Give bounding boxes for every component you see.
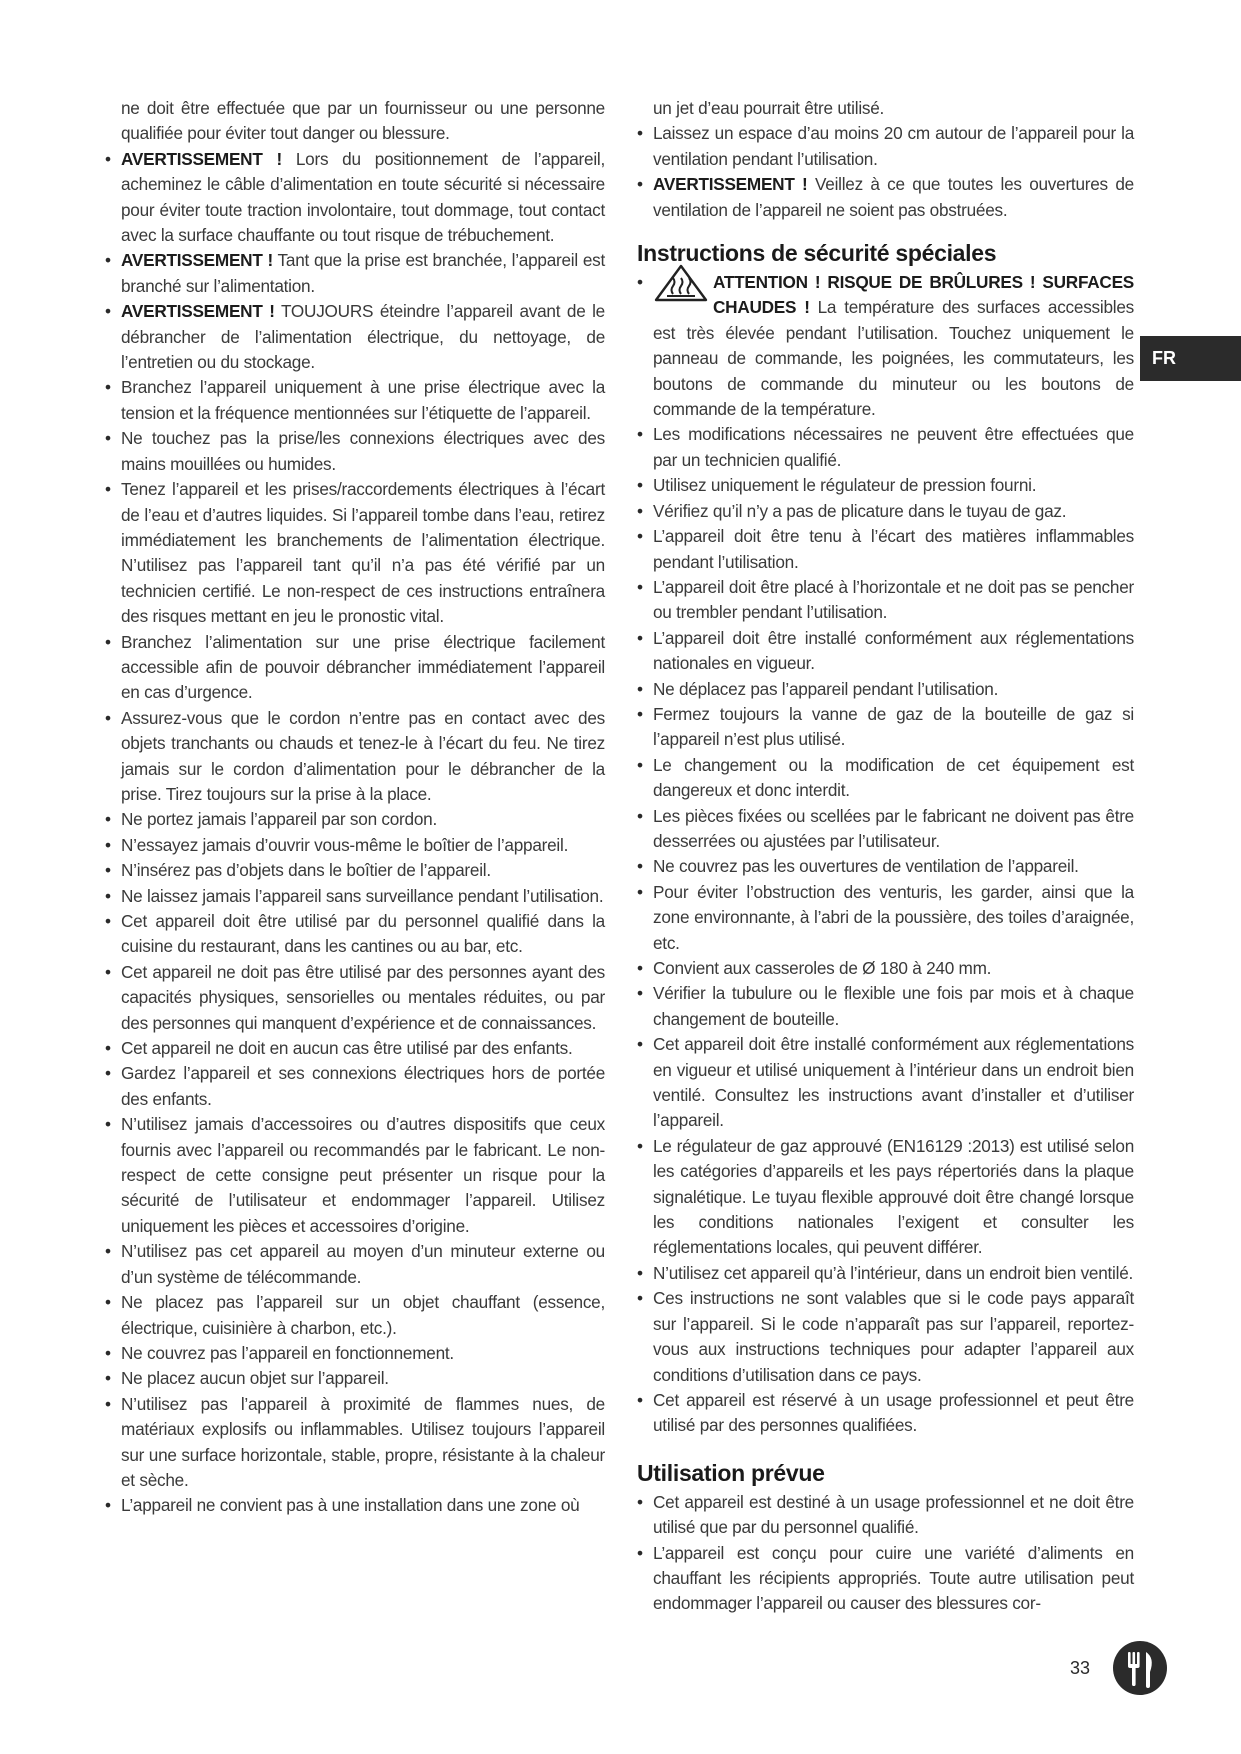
list-item xyxy=(105,706,605,808)
item-text: Le changement ou la modification de cet équipement est dangereux et donc interdit. xyxy=(653,754,1134,801)
warning-label: AVERTISSEMENT ! xyxy=(121,301,275,322)
list-item xyxy=(105,833,605,858)
item-text: Veillez à ce que toutes les ouvertures de ventilation de l’appareil ne soient pas obstruées. xyxy=(653,174,1134,220)
list-item xyxy=(637,626,1134,677)
hot-surface-text: La température des surfaces accessibles est très élevée pendant l’utilisation. Touchez uniquement le panneau de commande, les poignées, les commutateurs, les boutons de commande du minuteur ou les boutons de commande de la température. xyxy=(653,297,1134,420)
cutlery-logo-icon xyxy=(1112,1640,1168,1696)
warning-label: AVERTISSEMENT ! xyxy=(121,148,282,169)
list-item xyxy=(105,375,605,426)
item-text: Ne placez aucun objet sur l’appareil. xyxy=(121,1368,389,1389)
item-text: Cet appareil ne doit pas être utilisé par des personnes ayant des capacités physiques, sensorielles ou mentales réduites, ou par des personnes qui manquent d’expérience et de connaissances. xyxy=(121,961,605,1033)
item-text: Cet appareil ne doit en aucun cas être utilisé par des enfants. xyxy=(121,1038,573,1059)
item-text: N’essayez jamais d’ouvrir vous-même le boîtier de l’appareil. xyxy=(121,834,569,855)
hot-surface-icon xyxy=(653,264,709,302)
list-item xyxy=(105,299,605,375)
list-item xyxy=(105,477,605,629)
intended-use-list xyxy=(637,1490,1134,1617)
item-text: L’appareil doit être placé à l’horizontale et ne doit pas se pencher ou trembler pendant l’utilisation. xyxy=(653,576,1134,623)
list-item xyxy=(105,426,605,477)
list-item xyxy=(105,1036,605,1061)
item-text: Le régulateur de gaz approuvé (EN16129 :2013) est utilisé selon les catégories d’appareils et les pays répertoriés dans la plaque signalétique. Le tuyau flexible approuvé doit être changé lorsque les conditions nationales l’exigent et consulter les réglementations locales, qui peuvent différer. xyxy=(653,1135,1134,1258)
list-item xyxy=(637,172,1134,223)
list-item xyxy=(637,880,1134,956)
special-safety-heading: Instructions de sécurité spéciales xyxy=(637,240,997,267)
item-text: Assurez-vous que le cordon n’entre pas en contact avec des objets tranchants ou chauds et tenez-le à l’écart du feu. Ne tirez jamais sur le cordon d’alimentation pour le débrancher de la prise. Tirez toujours sur la prise à la place. xyxy=(121,707,605,804)
list-item xyxy=(637,981,1134,1032)
list-item xyxy=(637,854,1134,879)
list-item xyxy=(637,956,1134,981)
list-item xyxy=(637,575,1134,626)
item-text: Vérifiez qu’il n’y a pas de plicature dans le tuyau de gaz. xyxy=(653,500,1067,521)
list-item xyxy=(105,630,605,706)
list-item xyxy=(637,473,1134,498)
list-item xyxy=(637,1032,1134,1134)
list-item xyxy=(637,753,1134,804)
item-text: N’insérez pas d’objets dans le boîtier de l’appareil. xyxy=(121,860,491,881)
list-item xyxy=(637,1490,1134,1541)
item-text: N’utilisez pas l’appareil à proximité de flammes nues, de matériaux explosifs ou inflammables. Utilisez toujours l’appareil sur une surface horizontale, stable, propre, résistante à la chaleur et sèche. xyxy=(121,1393,605,1490)
item-text: Branchez l’appareil uniquement à une prise électrique avec la tension et la fréquence mentionnées sur l’étiquette de l’appareil. xyxy=(121,377,605,423)
left-safety-list xyxy=(105,96,605,1519)
list-item xyxy=(105,909,605,960)
item-text: Ces instructions ne sont valables que si le code pays apparaît sur l’appareil. Si le code n’apparaît pas sur l’appareil, reportez-vous aux instructions techniques pour adapter l’appareil aux conditions d’utilisation dans ce pays. xyxy=(653,1288,1134,1385)
item-text: Lors du positionnement de l’appareil, acheminez le câble d’alimentation en toute sécurité si nécessaire pour éviter toute traction involontaire, tout dommage, tout contact avec la surface chauffante ou tout risque de trébuchement. xyxy=(121,148,605,246)
list-item xyxy=(105,248,605,299)
special-safety-list xyxy=(637,422,1134,1438)
list-item xyxy=(637,1388,1134,1439)
item-text: Pour éviter l’obstruction des venturis, les garder, ainsi que la zone environnante, à l’abri de la poussière, des toiles d’araignée, etc. xyxy=(653,881,1134,953)
list-item xyxy=(637,499,1134,524)
list-item xyxy=(637,1261,1134,1286)
item-text: Gardez l’appareil et ses connexions électriques hors de portée des enfants. xyxy=(121,1063,605,1109)
list-item xyxy=(637,121,1134,172)
item-text: Ne déplacez pas l’appareil pendant l’utilisation. xyxy=(653,678,999,699)
list-item xyxy=(105,1112,605,1239)
language-tab-fr: FR xyxy=(1140,336,1241,381)
right-column xyxy=(637,96,1134,1617)
item-text: Tenez l’appareil et les prises/raccordements électriques à l’écart de l’eau et d’autres liquides. Si l’appareil tombe dans l’eau, retirez immédiatement les branchements de l’alimentation électrique. N’utilisez pas l’appareil tant qu’il n’a pas été vérifié par un technicien certifié. Le non-respect de ces instructions entraînera des risques mettant en jeu le pronostic vital. xyxy=(121,479,605,627)
item-text: un jet d’eau pourrait être utilisé. xyxy=(653,98,885,118)
hot-surface-label: ATTENTION ! RISQUE DE BRÛLURES ! SURFACES CHAUDES ! xyxy=(713,272,1134,318)
list-item xyxy=(105,1341,605,1366)
hot-surface-warning xyxy=(637,270,1134,422)
item-text: L’appareil est conçu pour cuire une variété d’aliments en chauffant les récipients appropriés. Toute autre utilisation peut endommager l’appareil ou causer des blessures cor- xyxy=(653,1542,1134,1614)
list-item xyxy=(637,1541,1134,1617)
item-text: Cet appareil est réservé à un usage professionnel et peut être utilisé par des personnes qualifiées. xyxy=(653,1389,1134,1436)
item-text: Ne portez jamais l’appareil par son cordon. xyxy=(121,809,437,830)
list-item xyxy=(637,422,1134,473)
list-item xyxy=(637,96,1134,121)
list-item xyxy=(105,147,605,249)
item-text: Cet appareil doit être utilisé par du personnel qualifié dans la cuisine du restaurant, dans les cantines ou au bar, etc. xyxy=(121,911,605,957)
warning-label: AVERTISSEMENT ! xyxy=(653,174,808,195)
item-text: Laissez un espace d’au moins 20 cm autour de l’appareil pour la ventilation pendant l’utilisation. xyxy=(653,123,1134,169)
item-text: Tant que la prise est branchée, l’appareil est branché sur l’alimentation. xyxy=(121,250,605,296)
list-item xyxy=(105,1392,605,1494)
item-text: Ne placez pas l’appareil sur un objet chauffant (essence, électrique, cuisinière à charbon, etc.). xyxy=(121,1292,605,1338)
item-text: Ne laissez jamais l’appareil sans surveillance pendant l’utilisation. xyxy=(121,885,604,906)
left-column xyxy=(105,96,605,1519)
list-item xyxy=(105,1366,605,1391)
list-item xyxy=(105,1061,605,1112)
item-text: Utilisez uniquement le régulateur de pression fourni. xyxy=(653,475,1037,496)
list-item xyxy=(105,1290,605,1341)
list-item xyxy=(105,1493,605,1518)
list-item xyxy=(637,804,1134,855)
warning-label: AVERTISSEMENT ! xyxy=(121,250,273,271)
item-text: Vérifier la tubulure ou le flexible une fois par mois et à chaque changement de bouteille. xyxy=(653,983,1134,1029)
list-item xyxy=(637,1134,1134,1261)
item-text: Branchez l’alimentation sur une prise électrique facilement accessible afin de pouvoir débrancher immédiatement l’appareil en cas d’urgence. xyxy=(121,631,605,703)
item-text: L’appareil doit être tenu à l’écart des matières inflammables pendant l’utilisation. xyxy=(653,526,1134,572)
list-item xyxy=(637,1286,1134,1388)
list-item xyxy=(105,1239,605,1290)
item-text: Convient aux casseroles de Ø 180 à 240 mm. xyxy=(653,958,992,978)
item-text: L’appareil doit être installé conformément aux réglementations nationales en vigueur. xyxy=(653,627,1134,674)
item-text: N’utilisez cet appareil qu’à l’intérieur, dans un endroit bien ventilé. xyxy=(653,1262,1134,1283)
item-text: N’utilisez jamais d’accessoires ou d’autres dispositifs que ceux fournis avec l’appareil ou recommandés par le fabricant. Le non-respect de cette consigne peut présenter un risque pour la sécurité de l’utilisateur et endommager l’appareil. Utilisez uniquement les pièces et accessoires d’origine. xyxy=(121,1114,605,1236)
item-text: Ne touchez pas la prise/les connexions électriques avec des mains mouillées ou humides. xyxy=(121,428,605,474)
right-top-list xyxy=(637,96,1134,223)
list-item xyxy=(637,702,1134,753)
item-text: Fermez toujours la vanne de gaz de la bouteille de gaz si l’appareil n’est plus utilisé. xyxy=(653,703,1134,750)
list-item xyxy=(637,677,1134,702)
item-text: N’utilisez pas cet appareil au moyen d’un minuteur externe ou d’un système de télécommande. xyxy=(121,1241,605,1287)
intended-use-heading: Utilisation prévue xyxy=(637,1459,825,1486)
item-text: L’appareil ne convient pas à une installation dans une zone où xyxy=(121,1495,580,1516)
item-text: Cet appareil doit être installé conformément aux réglementations en vigueur et utilisé uniquement à l’intérieur dans un endroit bien ventilé. Consultez les instructions avant d’installer et d’utiliser l’appareil. xyxy=(653,1034,1134,1131)
item-text: Cet appareil est destiné à un usage professionnel et ne doit être utilisé que par du personnel qualifié. xyxy=(653,1491,1134,1538)
item-text: ne doit être effectuée que par un fournisseur ou une personne qualifiée pour éviter tout danger ou blessure. xyxy=(121,98,605,144)
item-text: TOUJOURS éteindre l’appareil avant de le débrancher de l’alimentation électrique, du nettoyage, de l’entretien ou du stockage. xyxy=(121,301,605,373)
item-text: Ne couvrez pas les ouvertures de ventilation de l’appareil. xyxy=(653,856,1079,877)
list-item xyxy=(105,96,605,147)
special-warning-list xyxy=(637,270,1134,422)
item-text: Ne couvrez pas l’appareil en fonctionnement. xyxy=(121,1342,454,1363)
list-item xyxy=(105,884,605,909)
item-text: Les pièces fixées ou scellées par le fabricant ne doivent pas être desserrées ou ajustées par l’utilisateur. xyxy=(653,805,1134,851)
item-text: Les modifications nécessaires ne peuvent être effectuées que par un technicien qualifié. xyxy=(653,424,1134,470)
list-item xyxy=(105,858,605,883)
page-number: 33 xyxy=(1070,1658,1091,1678)
list-item xyxy=(105,960,605,1036)
list-item xyxy=(105,807,605,832)
list-item xyxy=(637,524,1134,575)
